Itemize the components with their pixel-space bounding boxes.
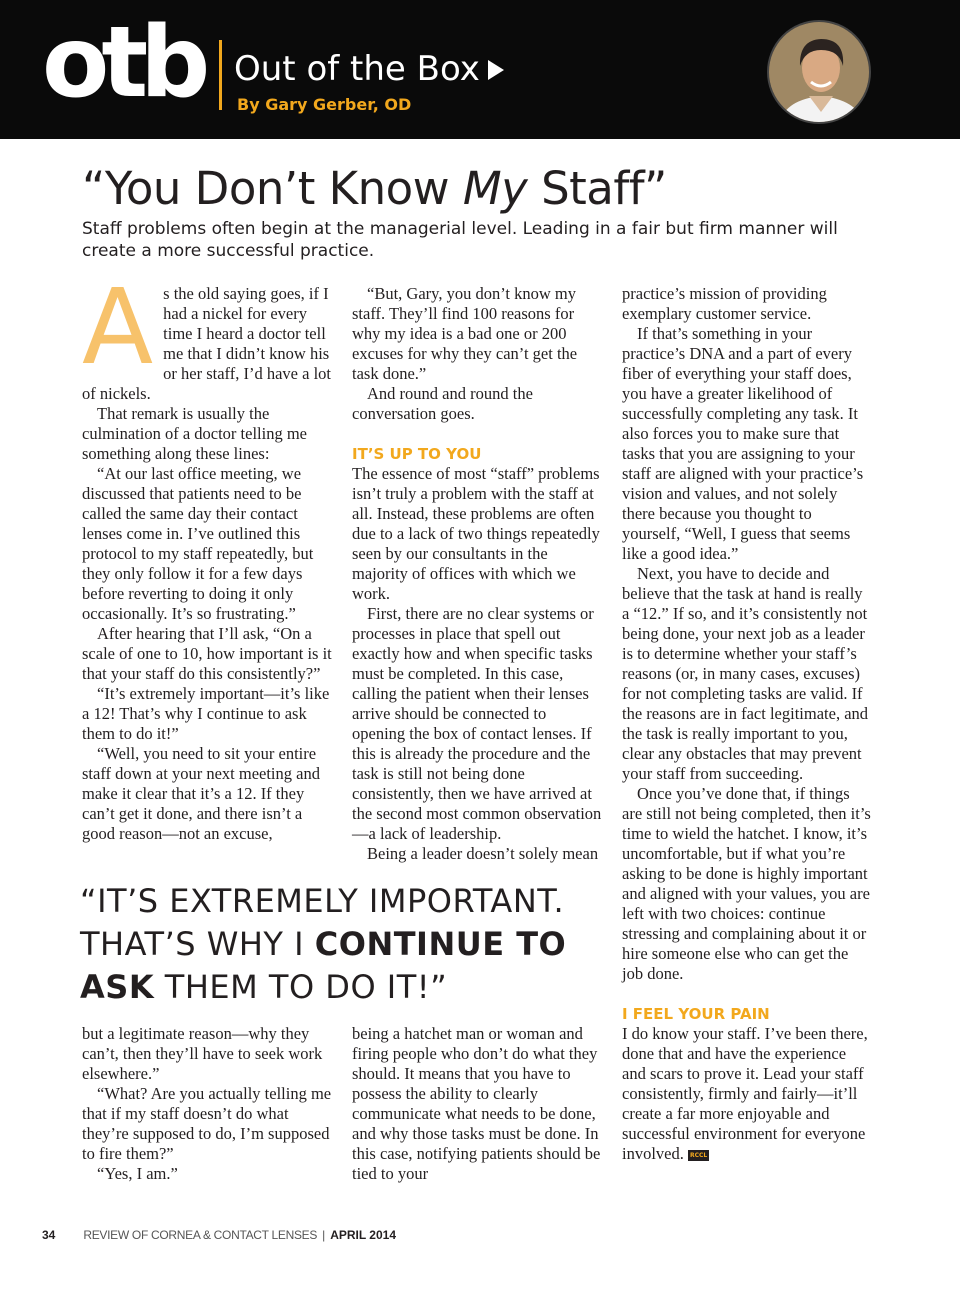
title-part-1: “You Don’t Know xyxy=(82,162,463,215)
paragraph: That remark is usually the culmination of a doctor telling me something along these lines: xyxy=(82,404,307,463)
column-2-continued xyxy=(352,1024,602,1184)
paragraph: s the old saying goes, if I had a nickel for every time I heard a doctor tell me that I didn’t know his or her staff, I’d have a lot of nickels. xyxy=(82,284,331,403)
paragraph xyxy=(622,1024,872,1164)
paragraph: After hearing that I’ll ask, “On a scale of one to 10, how important is it that your staff do this consistently?” xyxy=(82,624,332,683)
logo-divider xyxy=(219,40,222,110)
column-1-continued xyxy=(82,1024,332,1184)
pull-quote-part-1: “IT’S EXTREMELY IMPORTANT. THAT’S WHY I xyxy=(80,882,565,963)
column-2 xyxy=(352,284,602,864)
article-subtitle: Staff problems often begin at the managerial level. Leading in a fair but firm manner will create a more successful practice. xyxy=(82,219,838,261)
paragraph: And round and round the conversation goes. xyxy=(352,384,533,423)
paragraph: “Well, you need to sit your entire staff down at your next meeting and make it clear that it’s a 12. If they can’t get it done, and there isn’t a good reason—not an excuse, xyxy=(82,744,320,843)
closing-text: I do know your staff. I’ve been there, done that and have the experience and scars to prove it. Lead your staff consistently, firmly and fairly—it’ll create a far more enjoyable and successful environment for everyone involved. xyxy=(622,1024,868,1163)
column-3 xyxy=(622,284,872,1164)
title-emphasis: My xyxy=(462,162,528,215)
paragraph: The essence of most “staff” problems isn’t truly a problem with the staff at all. Instead, these problems are often due to a lack of two things repeatedly seen by our consultants in the majority of offices with which we work. xyxy=(352,464,600,603)
column-1 xyxy=(82,266,332,844)
paragraph: First, there are no clear systems or processes in place that spell out exactly how and when specific tasks must be completed. In this case, calling the patient when their lenses arrive should be connected to opening the box of contact lenses. If this is already the procedure and the task is still not being done consistently, then we have arrived at the second most common observation—a lack of leadership. xyxy=(352,604,602,843)
pull-quote-part-2: THEM TO DO IT!” xyxy=(154,968,448,1006)
author-byline: By Gary Gerber, OD xyxy=(237,95,412,114)
paragraph: but a legitimate reason—why they can’t, then they’ll have to seek work elsewhere.” xyxy=(82,1024,323,1083)
page-number: 34 xyxy=(42,1228,56,1242)
paragraph: “At our last office meeting, we discussed that patients need to be called the same day their contact lenses come in. I’ve outlined this protocol to my staff repeatedly, but they only follow it for a few days before reverting to doing it only occasionally. It’s so frustrating.” xyxy=(82,464,314,623)
paragraph: Being a leader doesn’t solely mean xyxy=(367,844,599,863)
subhead-up-to-you: IT’S UP TO YOU xyxy=(352,445,482,463)
article-title xyxy=(82,162,667,215)
author-photo xyxy=(767,20,871,124)
title-part-2: Staff” xyxy=(527,162,667,215)
pull-quote-bold: CONTINUE TO ASK xyxy=(80,925,567,1006)
subhead-feel-your-pain: I FEEL YOUR PAIN xyxy=(622,1005,770,1023)
drop-cap: A xyxy=(82,266,154,388)
publication-name: REVIEW OF CORNEA & CONTACT LENSES xyxy=(83,1228,318,1242)
paragraph: If that’s something in your practice’s DNA and a part of every fiber of everything your staff does, you have a greater likelihood of successfully completing any task. It also forces you to make sure that tasks that you are assigning to your staff are aligned with your practice’s vision and values, and not solely there because you thought to yourself, “Well, I guess that seems like a good idea.” xyxy=(622,324,864,563)
department-title-text: Out of the Box xyxy=(234,49,480,89)
play-icon xyxy=(488,60,504,80)
page-footer xyxy=(42,1228,396,1242)
paragraph: “What? Are you actually telling me that if my staff doesn’t do what they’re supposed to do, I’m supposed to fire them?” xyxy=(82,1084,332,1163)
pull-quote xyxy=(80,880,600,1009)
footer-separator: | xyxy=(322,1228,326,1242)
paragraph: practice’s mission of providing exemplary customer service. xyxy=(622,284,827,323)
paragraph: being a hatchet man or woman and firing people who don’t do what they should. It means that you have to possess the ability to clearly communicate what needs to be done, and why those tasks must be done. In this case, notifying patients should be tied to your xyxy=(352,1024,601,1183)
paragraph: “It’s extremely important—it’s like a 12! That’s why I continue to ask them to do it!” xyxy=(82,684,330,743)
department-title xyxy=(234,49,504,89)
paragraph: Once you’ve done that, if things are still not being completed, then it’s time to wield the hatchet. I know, it’s uncomfortable, but if what you’re asking to be done is highly important and aligned with your values, you are left with two choices: continue stressing and complaining about it or hire someone else who can get the job done. xyxy=(622,784,871,983)
paragraph: “Yes, I am.” xyxy=(97,1164,178,1183)
paragraph: “But, Gary, you don’t know my staff. They’ll find 100 reasons for why my idea is a bad one or 200 excuses for why they can’t get the task done.” xyxy=(352,284,578,383)
header-banner xyxy=(0,0,960,139)
paragraph: Next, you have to decide and believe that the task at hand is really a “12.” If so, and it’s consistently not being done, your next job as a leader is to determine whether your staff’s reasons (or, in many cases, excuses) for not completing tasks are valid. If the reasons are in fact legitimate, and the task is really important to you, clear any obstacles that may prevent your staff from succeeding. xyxy=(622,564,869,783)
end-mark-icon: RCCL xyxy=(690,1151,708,1159)
issue-date: APRIL 2014 xyxy=(330,1228,396,1242)
otb-logo: otb xyxy=(42,6,203,120)
